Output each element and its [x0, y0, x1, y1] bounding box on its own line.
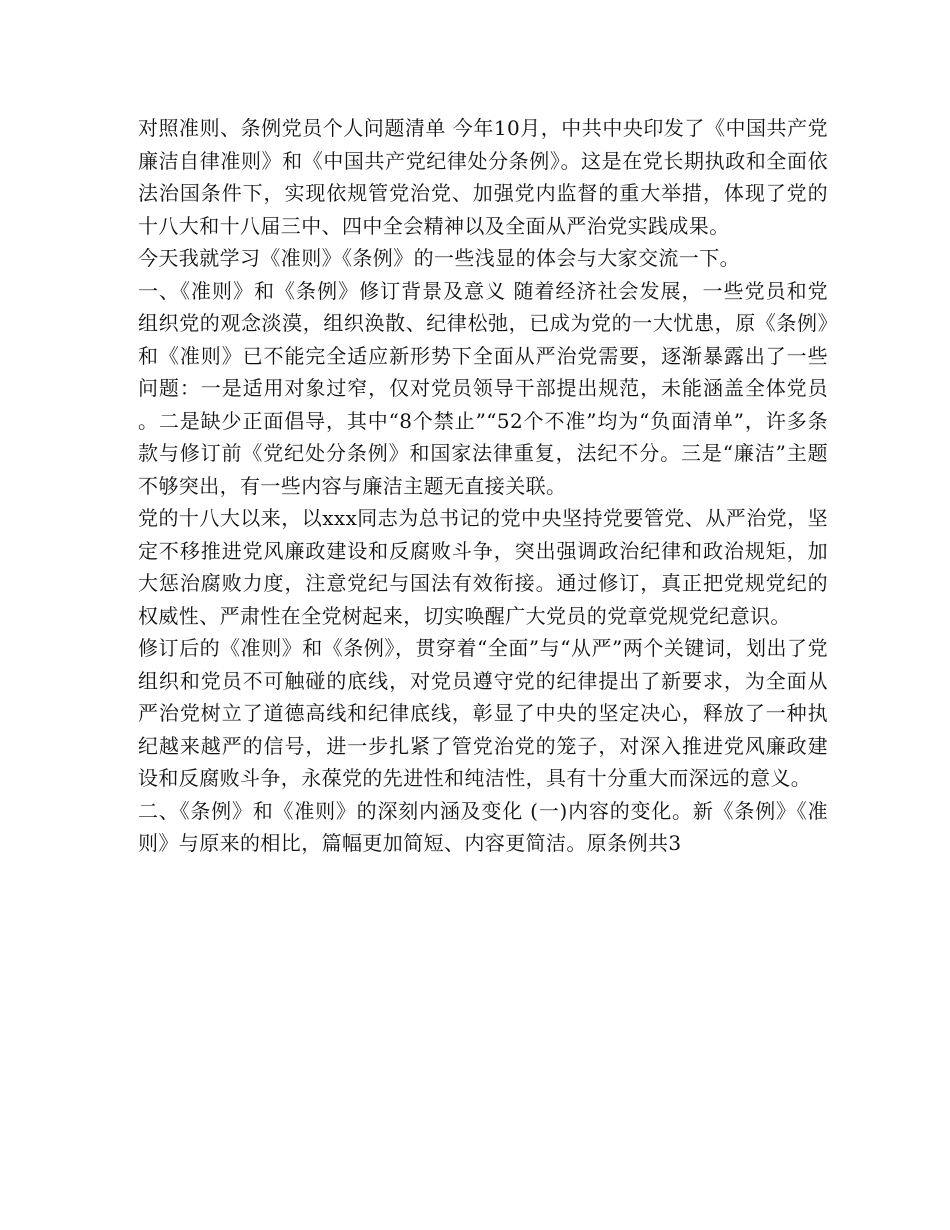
paragraph-intro: 对照准则、条例党员个人问题清单 今年10月，中共中央印发了《中国共产党廉洁自律准则》和《中国共产党纪律处分条例》。这是在党长期执政和全面依法治国条件下，实现依规管党治党、加强党内监督的重大举措，体现了党的十八大和十八届三中、四中全会精神以及全面从严治党实践成果。 [138, 116, 828, 238]
paragraph-section-2-changes: 二、《条例》和《准则》的深刻内涵及变化 (一)内容的变化。新《条例》《准则》与原来的相比，篇幅更加简短、内容更简洁。原条例共3 [138, 798, 828, 855]
document-body [138, 112, 828, 860]
paragraph-section-1-background: 一、《准则》和《条例》修订背景及意义 随着经济社会发展，一些党员和党组织党的观念淡漠，组织涣散、纪律松弛，已成为党的一大忧患，原《条例》和《准则》已不能完全适应新形势下全面从严治党需要，逐渐暴露出了一些问题：一是适用对象过窄，仅对党员领导干部提出规范，未能涵盖全体党员。二是缺少正面倡导，其中“8个禁止”“52个不准”均为“负面清单”，许多条款与修订前《党纪处分条例》和国家法律重复，法纪不分。三是“廉洁”主题不够突出，有一些内容与廉洁主题无直接关联。 [138, 278, 828, 498]
paragraph-since-18th-congress: 党的十八大以来，以xxx同志为总书记的党中央坚持党要管党、从严治党，坚定不移推进党风廉政建设和反腐败斗争，突出强调政治纪律和政治规矩，加大惩治腐败力度，注意党纪与国法有效衔接。通过修订，真正把党规党纪的权威性、严肃性在全党树起来，切实唤醒广大党员的党章党规党纪意识。 [138, 506, 828, 628]
paragraph-exchange: 今天我就学习《准则》《条例》的一些浅显的体会与大家交流一下。 [138, 246, 740, 270]
paragraph-revised-significance: 修订后的《准则》和《条例》，贯穿着“全面”与“从严”两个关键词，划出了党组织和党员不可触碰的底线，对党员遵守党的纪律提出了新要求，为全面从严治党树立了道德高线和纪律底线，彰显了中央的坚定决心，释放了一种执纪越来越严的信号，进一步扎紧了管党治党的笼子，对深入推进党风廉政建设和反腐败斗争，永葆党的先进性和纯洁性，具有十分重大而深远的意义。 [138, 636, 828, 790]
